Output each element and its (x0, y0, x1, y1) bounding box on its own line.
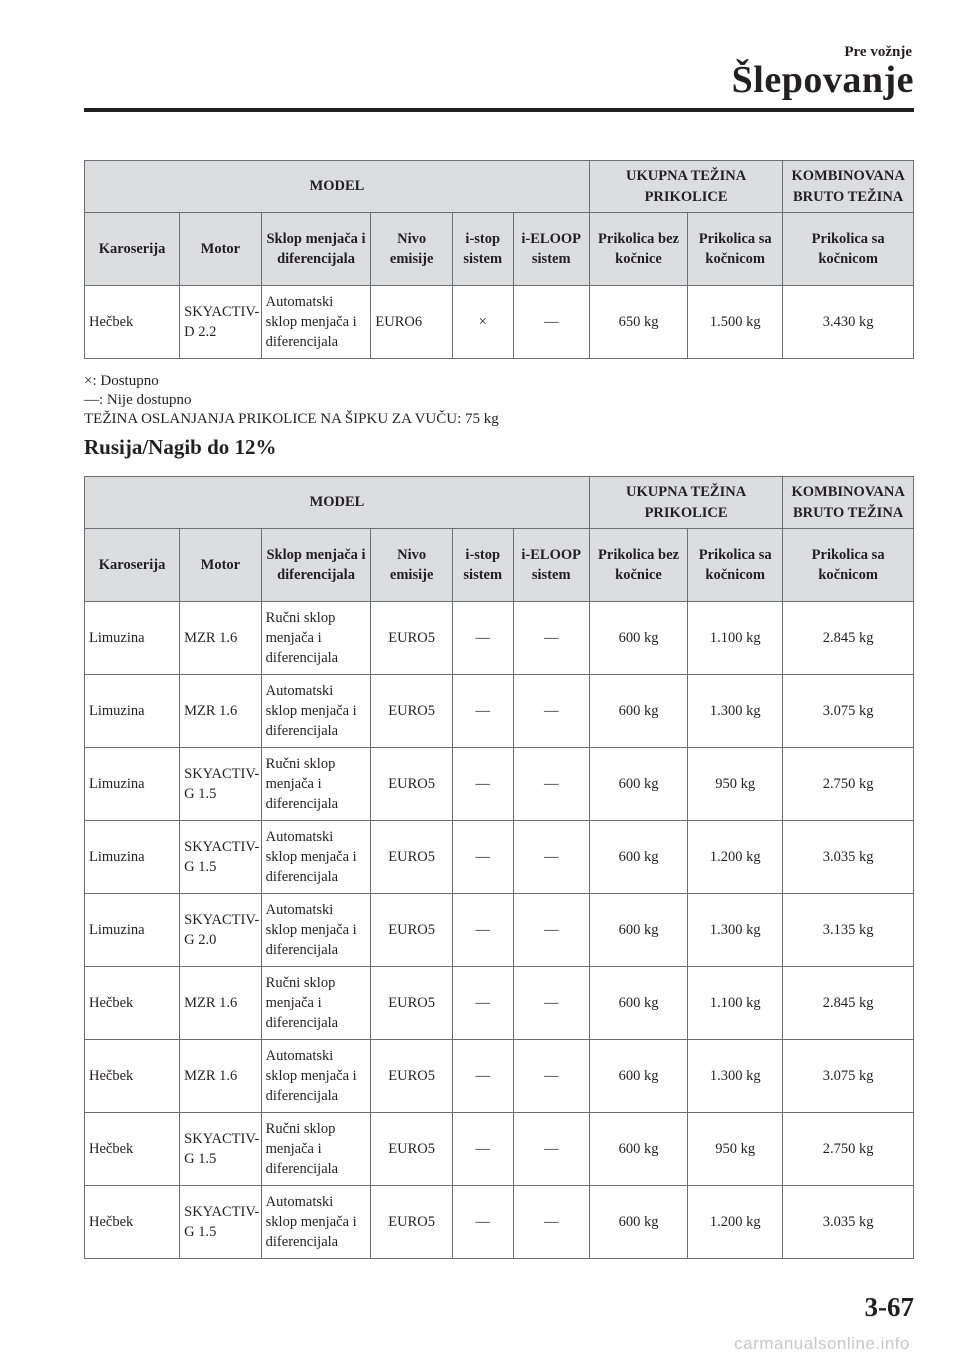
cell-engine: SKYACTIV-G 1.5 (180, 748, 262, 821)
col-transmission: Sklop menjača i diferencijala (261, 529, 371, 602)
col-total-trailer-weight: UKUPNA TEŽINA PRIKOLICE (589, 477, 782, 529)
cell-combined: 3.075 kg (783, 1040, 914, 1113)
header-divider (84, 108, 914, 112)
cell-combined: 2.845 kg (783, 967, 914, 1040)
cell-no-brakes: 600 kg (589, 1040, 687, 1113)
col-istop: i-stop sistem (452, 529, 513, 602)
cell-transmission: Ručni sklop menjača i diferencijala (261, 1113, 371, 1186)
cell-engine: SKYACTIV-G 1.5 (180, 821, 262, 894)
cell-transmission: Automatski sklop menjača i diferencijala (261, 894, 371, 967)
note-not-available: —: Nije dostupno (84, 392, 192, 408)
watermark-text: carmanualsonline.info (734, 1334, 910, 1353)
col-model: MODEL (85, 477, 590, 529)
cell-istop: — (452, 748, 513, 821)
cell-engine: SKYACTIV-G 2.0 (180, 894, 262, 967)
cell-brakes: 950 kg (688, 748, 783, 821)
col-body: Karoserija (85, 213, 180, 286)
cell-istop: — (452, 1186, 513, 1259)
cell-emission: EURO5 (371, 1186, 453, 1259)
cell-brakes: 1.500 kg (688, 286, 783, 359)
cell-engine: SKYACTIV-G 1.5 (180, 1186, 262, 1259)
cell-combined: 3.430 kg (783, 286, 914, 359)
cell-no-brakes: 650 kg (589, 286, 687, 359)
cell-transmission: Automatski sklop menjača i diferencijala (261, 1186, 371, 1259)
col-emission: Nivo emisije (371, 213, 453, 286)
cell-transmission: Automatski sklop menjača i diferencijala (261, 821, 371, 894)
cell-no-brakes: 600 kg (589, 894, 687, 967)
cell-istop: — (452, 675, 513, 748)
cell-transmission: Automatski sklop menjača i diferencijala (261, 675, 371, 748)
cell-engine: MZR 1.6 (180, 1040, 262, 1113)
cell-ieloop: — (513, 1040, 589, 1113)
cell-body: Hečbek (85, 286, 180, 359)
col-trailer-brakes: Prikolica sa kočnicom (688, 213, 783, 286)
cell-brakes: 1.200 kg (688, 821, 783, 894)
cell-emission: EURO5 (371, 602, 453, 675)
table-row (85, 602, 914, 675)
cell-combined: 3.035 kg (783, 821, 914, 894)
cell-no-brakes: 600 kg (589, 602, 687, 675)
cell-engine: SKYACTIV-G 1.5 (180, 1113, 262, 1186)
col-combined-gross-weight: KOMBINOVANA BRUTO TEŽINA (783, 477, 914, 529)
cell-ieloop: — (513, 1113, 589, 1186)
cell-brakes: 1.100 kg (688, 602, 783, 675)
cell-ieloop: — (513, 286, 589, 359)
table-row (85, 967, 914, 1040)
table-row (85, 1113, 914, 1186)
cell-brakes: 1.300 kg (688, 1040, 783, 1113)
cell-ieloop: — (513, 821, 589, 894)
table-row (85, 821, 914, 894)
cell-transmission: Ručni sklop menjača i diferencijala (261, 602, 371, 675)
cell-engine: MZR 1.6 (180, 967, 262, 1040)
table-row (85, 894, 914, 967)
cell-engine: SKYACTIV-D 2.2 (180, 286, 262, 359)
cell-no-brakes: 600 kg (589, 967, 687, 1040)
note-available: ×: Dostupno (84, 373, 159, 389)
cell-transmission: Ručni sklop menjača i diferencijala (261, 967, 371, 1040)
towing-table-general (84, 160, 914, 359)
cell-transmission: Ručni sklop menjača i diferencijala (261, 748, 371, 821)
cell-no-brakes: 600 kg (589, 1186, 687, 1259)
col-emission: Nivo emisije (371, 529, 453, 602)
table-row (85, 675, 914, 748)
cell-istop: — (452, 1040, 513, 1113)
table-row (85, 748, 914, 821)
col-engine: Motor (180, 213, 262, 286)
table-row (85, 286, 914, 359)
table-row (85, 1186, 914, 1259)
col-combined-gross-weight: KOMBINOVANA BRUTO TEŽINA (783, 161, 914, 213)
cell-transmission: Automatski sklop menjača i diferencijala (261, 1040, 371, 1113)
cell-emission: EURO6 (371, 286, 453, 359)
cell-emission: EURO5 (371, 1040, 453, 1113)
cell-combined: 2.750 kg (783, 748, 914, 821)
col-trailer-no-brakes: Prikolica bez kočnice (589, 213, 687, 286)
note-tongue-load: TEŽINA OSLANJANJA PRIKOLICE NA ŠIPKU ZA VUČU: 75 kg (84, 411, 499, 427)
cell-engine: MZR 1.6 (180, 602, 262, 675)
cell-transmission: Automatski sklop menjača i diferencijala (261, 286, 371, 359)
cell-emission: EURO5 (371, 1113, 453, 1186)
col-ieloop: i-ELOOP sistem (513, 529, 589, 602)
col-combined-trailer-brakes: Prikolica sa kočnicom (783, 529, 914, 602)
cell-engine: MZR 1.6 (180, 675, 262, 748)
cell-emission: EURO5 (371, 894, 453, 967)
legend-notes (84, 372, 499, 429)
cell-no-brakes: 600 kg (589, 1113, 687, 1186)
cell-ieloop: — (513, 1186, 589, 1259)
cell-brakes: 1.300 kg (688, 675, 783, 748)
section-label: Pre vožnje (844, 44, 912, 60)
cell-body: Hečbek (85, 1040, 180, 1113)
section-heading: Rusija/Nagib do 12% (84, 435, 277, 459)
cell-no-brakes: 600 kg (589, 748, 687, 821)
cell-brakes: 1.100 kg (688, 967, 783, 1040)
col-trailer-brakes: Prikolica sa kočnicom (688, 529, 783, 602)
cell-istop: — (452, 1113, 513, 1186)
col-model: MODEL (85, 161, 590, 213)
cell-ieloop: — (513, 894, 589, 967)
col-engine: Motor (180, 529, 262, 602)
col-transmission: Sklop menjača i diferencijala (261, 213, 371, 286)
table-row (85, 1040, 914, 1113)
cell-body: Limuzina (85, 894, 180, 967)
cell-ieloop: — (513, 748, 589, 821)
cell-emission: EURO5 (371, 821, 453, 894)
cell-ieloop: — (513, 967, 589, 1040)
cell-brakes: 1.200 kg (688, 1186, 783, 1259)
col-ieloop: i-ELOOP sistem (513, 213, 589, 286)
cell-istop: — (452, 967, 513, 1040)
cell-combined: 3.135 kg (783, 894, 914, 967)
col-combined-trailer-brakes: Prikolica sa kočnicom (783, 213, 914, 286)
cell-combined: 3.075 kg (783, 675, 914, 748)
cell-combined: 3.035 kg (783, 1186, 914, 1259)
cell-istop: — (452, 602, 513, 675)
cell-emission: EURO5 (371, 967, 453, 1040)
cell-combined: 2.750 kg (783, 1113, 914, 1186)
cell-emission: EURO5 (371, 748, 453, 821)
cell-istop: × (452, 286, 513, 359)
cell-body: Limuzina (85, 602, 180, 675)
cell-ieloop: — (513, 675, 589, 748)
col-total-trailer-weight: UKUPNA TEŽINA PRIKOLICE (589, 161, 782, 213)
cell-body: Hečbek (85, 1186, 180, 1259)
cell-ieloop: — (513, 602, 589, 675)
cell-no-brakes: 600 kg (589, 821, 687, 894)
cell-combined: 2.845 kg (783, 602, 914, 675)
cell-brakes: 950 kg (688, 1113, 783, 1186)
col-istop: i-stop sistem (452, 213, 513, 286)
cell-brakes: 1.300 kg (688, 894, 783, 967)
col-trailer-no-brakes: Prikolica bez kočnice (589, 529, 687, 602)
col-body: Karoserija (85, 529, 180, 602)
cell-body: Limuzina (85, 675, 180, 748)
cell-emission: EURO5 (371, 675, 453, 748)
cell-istop: — (452, 821, 513, 894)
cell-istop: — (452, 894, 513, 967)
cell-body: Hečbek (85, 967, 180, 1040)
page-number: 3-67 (864, 1292, 914, 1322)
cell-body: Limuzina (85, 748, 180, 821)
cell-no-brakes: 600 kg (589, 675, 687, 748)
cell-body: Limuzina (85, 821, 180, 894)
page-title: Šlepovanje (731, 59, 914, 101)
towing-table-russia (84, 476, 914, 1259)
cell-body: Hečbek (85, 1113, 180, 1186)
